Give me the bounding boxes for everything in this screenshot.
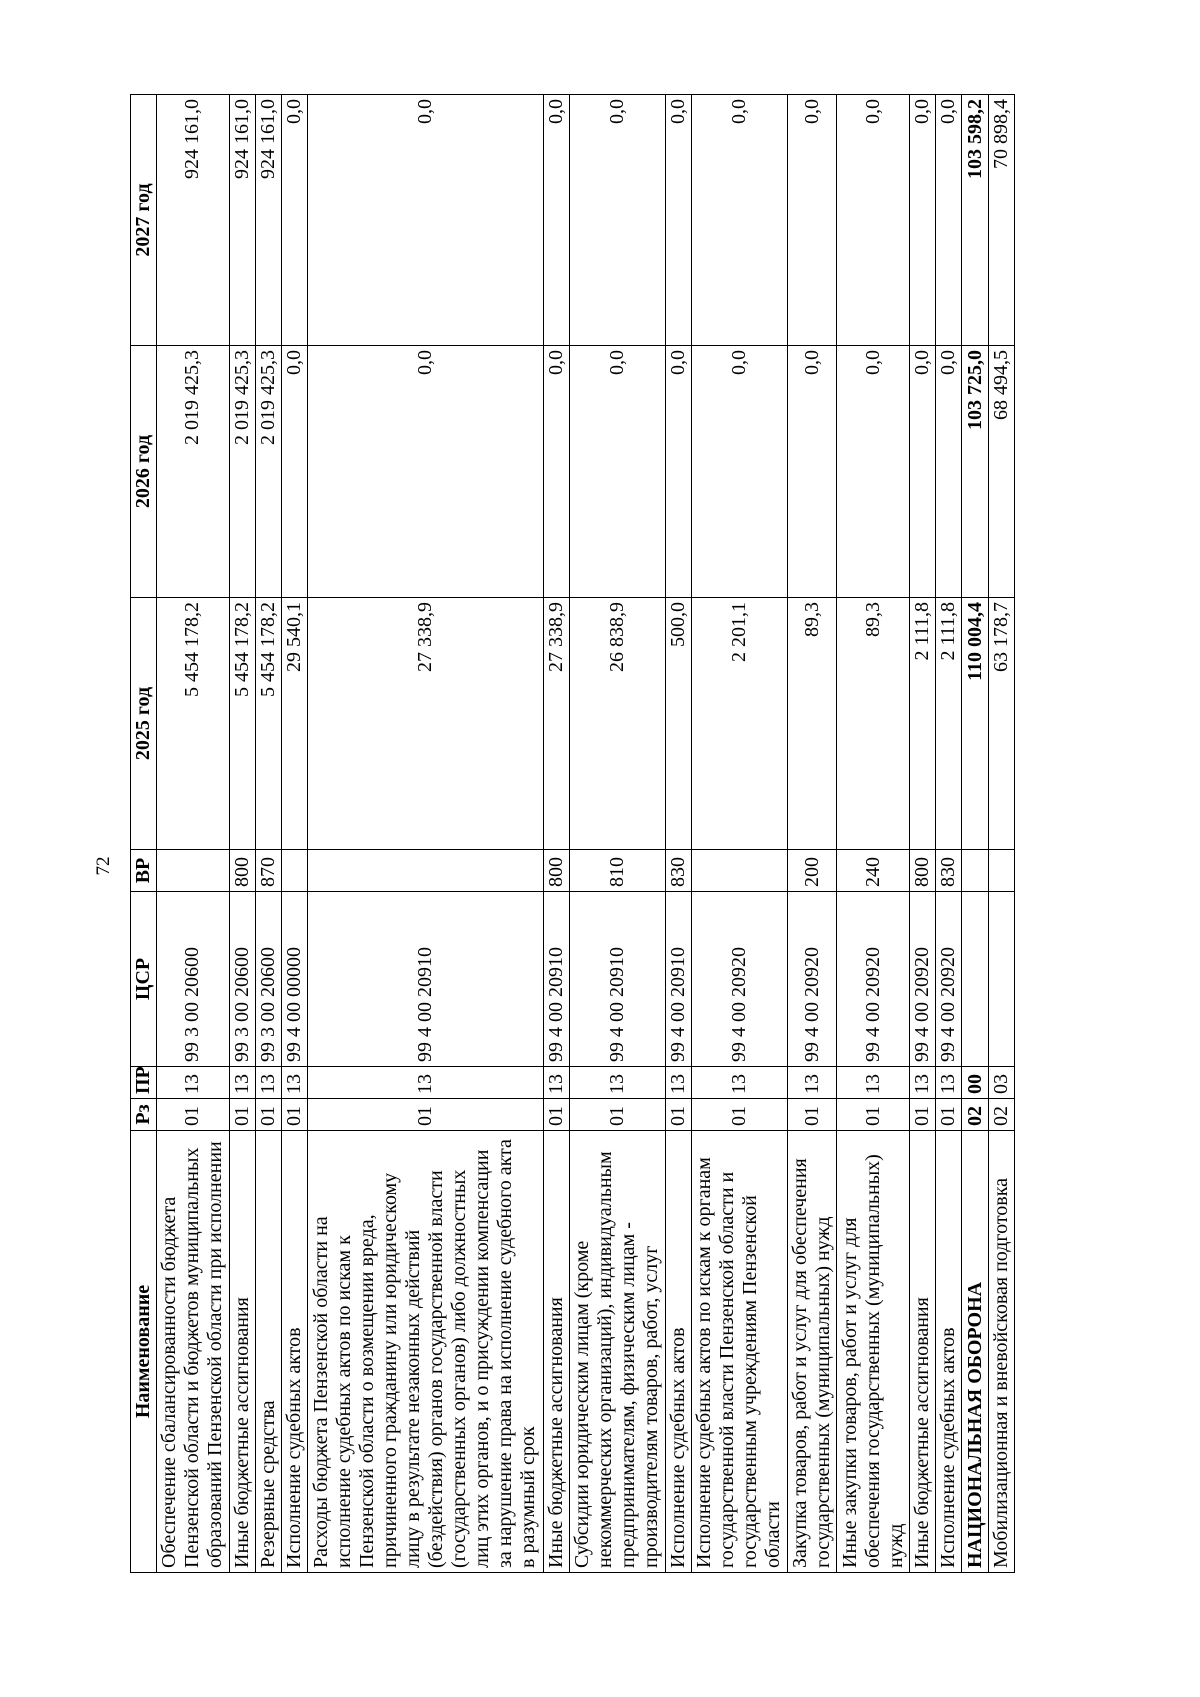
cell-2025: 27 338,9 — [543, 598, 569, 850]
cell-csr: 99 4 00 20910 — [569, 892, 665, 1067]
table-header-row — [131, 95, 157, 1573]
cell-pr: 13 — [543, 1067, 569, 1099]
cell-csr: 99 4 00 20920 — [691, 892, 787, 1067]
cell-pr: 13 — [665, 1067, 691, 1099]
rotated-table-container — [130, 95, 1015, 1573]
cell-2027: 0,0 — [308, 95, 543, 346]
cell-2026: 0,0 — [569, 346, 665, 598]
header-csr: ЦСР — [131, 892, 157, 1067]
table-row — [255, 95, 281, 1573]
cell-2026: 0,0 — [282, 346, 308, 598]
cell-csr: 99 4 00 20920 — [837, 892, 910, 1067]
cell-rz: 01 — [787, 1099, 836, 1131]
cell-vr — [962, 850, 988, 892]
cell-name: Исполнение судебных актов — [282, 1131, 308, 1573]
cell-pr: 13 — [569, 1067, 665, 1099]
cell-csr: 99 4 00 20910 — [543, 892, 569, 1067]
cell-name: Иные бюджетные ассигнования — [543, 1131, 569, 1573]
table-row — [282, 95, 308, 1573]
table-row — [665, 95, 691, 1573]
header-vr: ВР — [131, 850, 157, 892]
cell-csr: 99 4 00 20920 — [936, 892, 962, 1067]
cell-rz: 01 — [255, 1099, 281, 1131]
cell-vr: 830 — [936, 850, 962, 892]
cell-2025: 110 004,4 — [962, 598, 988, 850]
cell-vr — [308, 850, 543, 892]
cell-vr: 240 — [837, 850, 910, 892]
table-row — [229, 95, 255, 1573]
table-row — [962, 95, 988, 1573]
table-row — [837, 95, 910, 1573]
cell-2026: 0,0 — [308, 346, 543, 598]
cell-rz: 01 — [569, 1099, 665, 1131]
cell-csr: 99 3 00 20600 — [255, 892, 281, 1067]
header-rz: Рз — [131, 1099, 157, 1131]
cell-rz: 01 — [665, 1099, 691, 1131]
table-row — [543, 95, 569, 1573]
table-row — [936, 95, 962, 1573]
cell-name: Обеспечение сбалансированности бюджета Пензенской области и бюджетов муниципальных образований Пензенской области при исполнении — [157, 1131, 230, 1573]
table-row — [909, 95, 935, 1573]
cell-2025: 5 454 178,2 — [255, 598, 281, 850]
cell-csr — [988, 892, 1014, 1067]
header-name: Наименование — [131, 1131, 157, 1573]
cell-pr: 13 — [229, 1067, 255, 1099]
cell-csr: 99 3 00 20600 — [229, 892, 255, 1067]
cell-2027: 0,0 — [691, 95, 787, 346]
cell-csr: 99 4 00 20910 — [308, 892, 543, 1067]
cell-2025: 63 178,7 — [988, 598, 1014, 850]
cell-pr: 13 — [157, 1067, 230, 1099]
cell-pr: 00 — [962, 1067, 988, 1099]
cell-name: Иные бюджетные ассигнования — [909, 1131, 935, 1573]
cell-2026: 2 019 425,3 — [255, 346, 281, 598]
table-row — [988, 95, 1014, 1573]
cell-pr: 13 — [787, 1067, 836, 1099]
cell-name: НАЦИОНАЛЬНАЯ ОБОРОНА — [962, 1131, 988, 1573]
cell-name: Мобилизационная и вневойсковая подготовка — [988, 1131, 1014, 1573]
cell-2027: 0,0 — [909, 95, 935, 346]
cell-pr: 13 — [255, 1067, 281, 1099]
cell-rz: 02 — [988, 1099, 1014, 1131]
cell-2027: 0,0 — [543, 95, 569, 346]
cell-2025: 2 201,1 — [691, 598, 787, 850]
cell-2025: 5 454 178,2 — [157, 598, 230, 850]
cell-rz: 01 — [308, 1099, 543, 1131]
cell-2025: 89,3 — [787, 598, 836, 850]
cell-2025: 500,0 — [665, 598, 691, 850]
cell-vr — [988, 850, 1014, 892]
cell-rz: 02 — [962, 1099, 988, 1131]
table-row — [157, 95, 230, 1573]
cell-2027: 0,0 — [837, 95, 910, 346]
cell-pr: 13 — [936, 1067, 962, 1099]
cell-vr: 810 — [569, 850, 665, 892]
cell-2026: 2 019 425,3 — [157, 346, 230, 598]
table-row — [691, 95, 787, 1573]
cell-2026: 0,0 — [787, 346, 836, 598]
cell-2025: 5 454 178,2 — [229, 598, 255, 850]
cell-2027: 0,0 — [569, 95, 665, 346]
cell-csr — [962, 892, 988, 1067]
table-row — [308, 95, 543, 1573]
cell-2026: 103 725,0 — [962, 346, 988, 598]
cell-vr — [691, 850, 787, 892]
cell-2025: 2 111,8 — [936, 598, 962, 850]
cell-name: Расходы бюджета Пензенской области на исполнение судебных актов по искам к Пензенской области о возмещении вреда, причиненного гражданину или юридическому лицу в результате незаконных действий (бездействия) органов государственной власти (государственных органов) либо должностных лиц этих органов, и о присуждении компенсации за нарушение права на исполнение судебного акта в разумный срок — [308, 1131, 543, 1573]
cell-csr: 99 4 00 20920 — [787, 892, 836, 1067]
cell-csr: 99 4 00 20910 — [665, 892, 691, 1067]
cell-2026: 0,0 — [691, 346, 787, 598]
cell-pr: 13 — [282, 1067, 308, 1099]
cell-name: Закупка товаров, работ и услуг для обеспечения государственных (муниципальных) нужд — [787, 1131, 836, 1573]
cell-vr: 870 — [255, 850, 281, 892]
cell-pr: 03 — [988, 1067, 1014, 1099]
cell-2026: 0,0 — [909, 346, 935, 598]
cell-2027: 0,0 — [936, 95, 962, 346]
cell-2027: 924 161,0 — [229, 95, 255, 346]
cell-name: Иные закупки товаров, работ и услуг для обеспечения государственных (муниципальных) нужд — [837, 1131, 910, 1573]
header-2027: 2027 год — [131, 95, 157, 346]
cell-name: Иные бюджетные ассигнования — [229, 1131, 255, 1573]
cell-2027: 103 598,2 — [962, 95, 988, 346]
cell-vr: 830 — [665, 850, 691, 892]
cell-2027: 0,0 — [282, 95, 308, 346]
cell-pr: 13 — [909, 1067, 935, 1099]
cell-vr: 200 — [787, 850, 836, 892]
cell-name: Исполнение судебных актов — [665, 1131, 691, 1573]
cell-rz: 01 — [909, 1099, 935, 1131]
cell-csr: 99 4 00 20920 — [909, 892, 935, 1067]
cell-rz: 01 — [837, 1099, 910, 1131]
cell-vr — [282, 850, 308, 892]
header-pr: ПР — [131, 1067, 157, 1099]
cell-2026: 0,0 — [936, 346, 962, 598]
cell-rz: 01 — [229, 1099, 255, 1131]
cell-name: Субсидии юридическим лицам (кроме некоммерческих организаций), индивидуальным предпринимателям, физическим лицам - производителям товаров, работ, услуг — [569, 1131, 665, 1573]
cell-2025: 27 338,9 — [308, 598, 543, 850]
cell-rz: 01 — [157, 1099, 230, 1131]
cell-2025: 29 540,1 — [282, 598, 308, 850]
cell-2027: 0,0 — [787, 95, 836, 346]
cell-pr: 13 — [691, 1067, 787, 1099]
cell-2027: 70 898,4 — [988, 95, 1014, 346]
cell-rz: 01 — [543, 1099, 569, 1131]
cell-pr: 13 — [308, 1067, 543, 1099]
page-number: 72 — [93, 856, 114, 876]
budget-table — [130, 94, 1015, 1573]
cell-rz: 01 — [282, 1099, 308, 1131]
header-2025: 2025 год — [131, 598, 157, 850]
cell-2025: 2 111,8 — [909, 598, 935, 850]
cell-2025: 89,3 — [837, 598, 910, 850]
cell-vr: 800 — [543, 850, 569, 892]
cell-vr: 800 — [909, 850, 935, 892]
cell-2027: 924 161,0 — [157, 95, 230, 346]
cell-vr — [157, 850, 230, 892]
cell-pr: 13 — [837, 1067, 910, 1099]
cell-2025: 26 838,9 — [569, 598, 665, 850]
cell-2027: 924 161,0 — [255, 95, 281, 346]
cell-csr: 99 4 00 00000 — [282, 892, 308, 1067]
cell-2026: 0,0 — [665, 346, 691, 598]
cell-2027: 0,0 — [665, 95, 691, 346]
cell-name: Исполнение судебных актов по искам к органам государственной власти Пензенской области и государственным учреждениям Пензенской области — [691, 1131, 787, 1573]
header-2026: 2026 год — [131, 346, 157, 598]
cell-name: Резервные средства — [255, 1131, 281, 1573]
cell-2026: 2 019 425,3 — [229, 346, 255, 598]
cell-vr: 800 — [229, 850, 255, 892]
cell-2026: 0,0 — [837, 346, 910, 598]
cell-2026: 0,0 — [543, 346, 569, 598]
table-body — [157, 95, 1015, 1573]
cell-2026: 68 494,5 — [988, 346, 1014, 598]
cell-csr: 99 3 00 20600 — [157, 892, 230, 1067]
cell-rz: 01 — [936, 1099, 962, 1131]
table-row — [787, 95, 836, 1573]
cell-rz: 01 — [691, 1099, 787, 1131]
cell-name: Исполнение судебных актов — [936, 1131, 962, 1573]
table-row — [569, 95, 665, 1573]
